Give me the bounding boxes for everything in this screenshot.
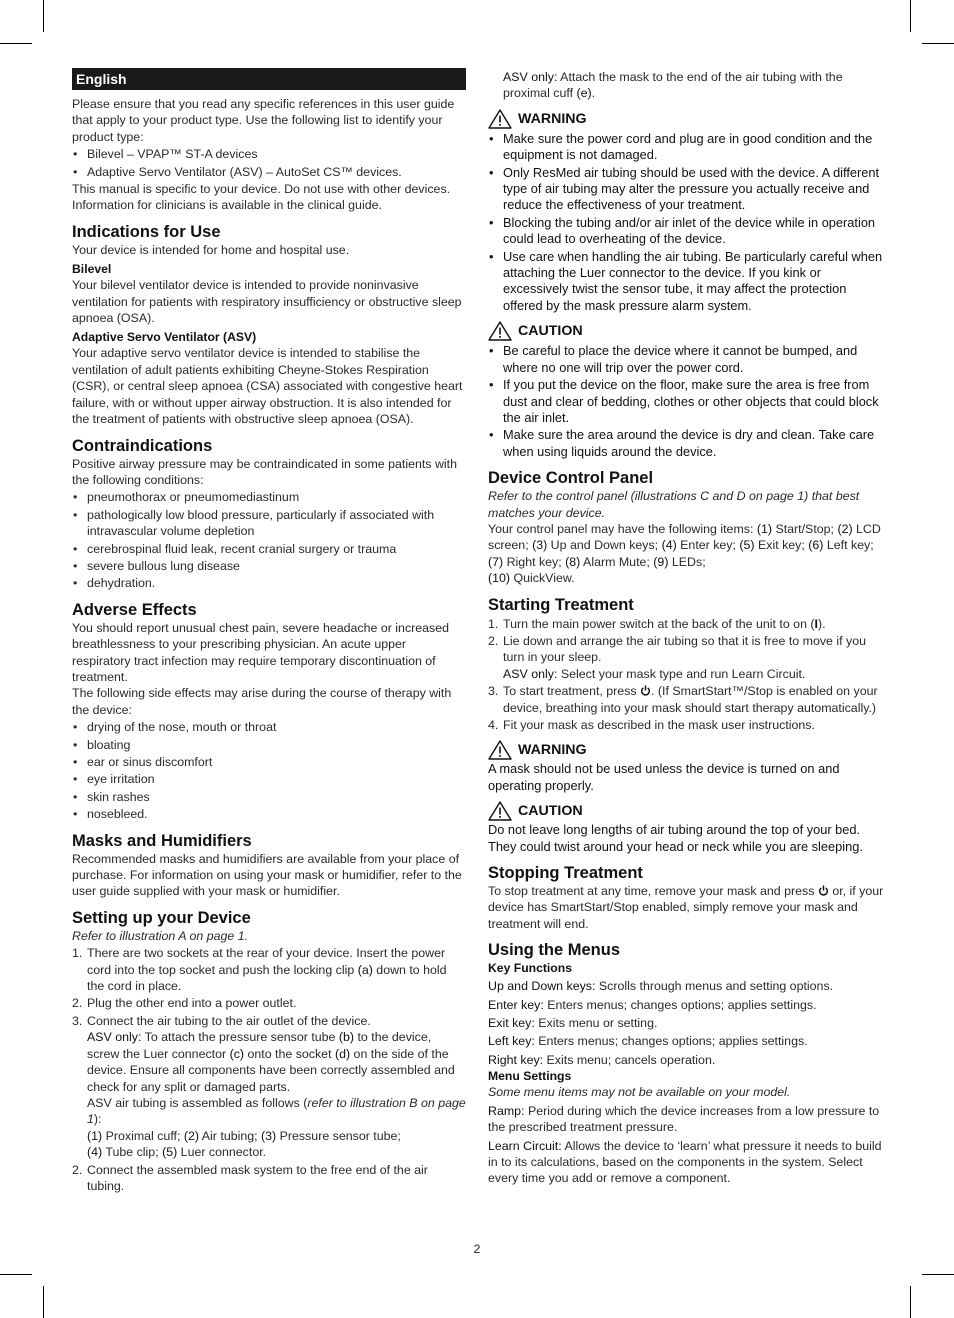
list-item: • nosebleed. [72,806,466,822]
list-item: • Make sure the power cord and plug are in good condition and the equipment is not damaged. [488,131,884,164]
crop-mark-br-v [910,1286,911,1318]
control-panel-items: Your control panel may have the following items: (1) Start/Stop; (2) LCD screen; (3) Up and Down keys; (4) Enter key; (5) Exit key; (6) Left key; (7) Right key; (8) Alarm Mute; (9) LEDs; (10) QuickView. [488,521,881,586]
power-icon [640,685,651,696]
adverse-text-2: The following side effects may arise during the course of therapy with the device: [72,686,452,717]
crop-mark-tl-v [43,0,44,32]
crop-mark-br-h [922,1274,954,1275]
crop-mark-bl-v [43,1286,44,1318]
warning-title: WARNING [518,110,587,127]
key-right: Right key: Exits menu; cancels operation. [488,1052,716,1067]
learn-circuit-setting: Learn Circuit: Allows the device to ‘learn’ what pressure it needs to build in to its calculations, based on the components in the system. Select every time you add or remove a component. [488,1138,882,1186]
section-heading-menus: Using the Menus [488,941,621,960]
side-effects-list [72,719,466,822]
language-header: English [72,68,466,90]
warning-triangle-icon [488,740,512,760]
setup-step-4: 2. Connect the assembled mask system to the free end of the air tubing. [72,1162,428,1193]
list-item: • Be careful to place the device where it cannot be bumped, and where no one will trip over the power cord. [488,343,884,376]
caution2-title: CAUTION [518,803,583,820]
key-exit: Exit key: Exits menu or setting. [488,1016,658,1031]
key-left: Left key: Enters menus; changes options; applies settings. [488,1034,808,1049]
start-step-3: 3. To start treatment, press . (If SmartStart™/Stop is enabled on your device, breathing into your mask should start therapy automatically.) [488,684,878,715]
list-item: • cerebrospinal fluid leak, recent cranial surgery or trauma [72,541,466,557]
setup-reference: Refer to illustration A on page 1. [72,928,249,943]
asv-mask-note: ASV only: Attach the mask to the end of the air tubing with the proximal cuff (e). [503,70,843,101]
list-item: • drying of the nose, mouth or throat [72,719,466,735]
list-item: • severe bullous lung disease [72,558,466,574]
setup-step-3: 3. Connect the air tubing to the air outlet of the device. ASV only: To attach the pressure sensor tube (b) to the device, screw the Luer connector (c) onto the socket (d) on the side of the device. Ensure all components have been correctly assembled and check for any split or damaged parts. ASV air tubing is assembled as follows (refer to illustration B on page 1): (1) Proximal cuff; (2) Air tubing; (3) Pressure sensor tube; (4) Tube clip; (5) Luer connector. [72,1013,466,1160]
section-heading-indications: Indications for Use [72,222,221,241]
indications-text: Your device is intended for home and hospital use. [72,242,350,257]
list-item: • Blocking the tubing and/or air inlet of the device while in operation could lead to overheating of the device. [488,215,884,248]
section-heading-starting: Starting Treatment [488,595,634,614]
intro-note: This manual is specific to your device. Do not use with other devices. Information for clinicians is available in the clinical guide. [72,182,451,213]
caution2-header [488,800,884,822]
subheading-asv: Adaptive Servo Ventilator (ASV) [72,330,257,345]
list-item: • Adaptive Servo Ventilator (ASV) – AutoSet CS™ devices. [72,164,466,180]
list-item: • If you put the device on the floor, make sure the area is free from dust and clear of bedding, clothes or other objects that could block the air inlet. [488,377,884,426]
asv-text: Your adaptive servo ventilator device is intended to stabilise the ventilation of adult patients exhibiting Cheyne-Stokes Respiration (CSR), or central sleep apnoea (CSA) associated with congestive heart failure, with or without upper airway obstruction. It is also intended for the treatment of patients with obstructive sleep apnoea (OSA). [72,346,463,427]
list-item: • bloating [72,737,466,753]
crop-mark-tl-h [0,43,32,44]
control-panel-reference: Refer to the control panel (illustrations C and D on page 1) that best matches your device. [488,489,860,520]
start-step-1: 1. Turn the main power switch at the back of the unit to on (I). [488,616,826,631]
list-item: • pathologically low blood pressure, particularly if associated with intravascular volume depletion [72,507,466,540]
caution-list [488,343,884,460]
warning2-header [488,739,884,761]
setup-step-1: 1. There are two sockets at the rear of your device. Insert the power cord into the top socket and push the locking clip (a) down to hold the cord in place. [72,946,447,994]
intro-text: Please ensure that you read any specific references in this user guide that apply to your product type. Use the following list to identify your product type: [72,97,455,144]
list-item: • pneumothorax or pneumomediastinum [72,489,466,505]
list-item: • ear or sinus discomfort [72,754,466,770]
subheading-key-functions: Key Functions [488,961,572,976]
caution-header [488,320,884,342]
list-item: • eye irritation [72,771,466,787]
left-column [72,68,466,1195]
caution-triangle-icon [488,321,512,341]
right-column [488,69,884,1187]
subheading-bilevel: Bilevel [72,262,112,277]
page-number: 2 [473,1242,481,1256]
warning2-title: WARNING [518,742,587,759]
caution-triangle-icon [488,801,512,821]
caution2-text: Do not leave long lengths of air tubing around the top of your bed. They could twist around your head or neck while you are sleeping. [488,822,863,854]
list-item: • Only ResMed air tubing should be used with the device. A different type of air tubing may alter the pressure you actually receive and reduce the effectiveness of your treatment. [488,165,884,214]
warning-header [488,108,884,130]
stopping-text: To stop treatment at any time, remove your mask and press or, if your device has SmartStart/Stop enabled, simply remove your mask and treatment will end. [488,884,884,931]
caution-title: CAUTION [518,323,583,340]
list-item: • Bilevel – VPAP™ ST-A devices [72,146,466,162]
menu-settings-note: Some menu items may not be available on your model. [488,1085,791,1100]
section-heading-control-panel: Device Control Panel [488,469,654,488]
subheading-menu-settings: Menu Settings [488,1069,572,1084]
crop-mark-tr-h [922,43,954,44]
contraindications-text: Positive airway pressure may be contraindicated in some patients with the following conditions: [72,456,457,487]
warning2-text: A mask should not be used unless the device is turned on and operating properly. [488,761,840,793]
ramp-setting: Ramp: Period during which the device increases from a low pressure to the prescribed treatment pressure. [488,1103,880,1135]
key-enter: Enter key: Enters menus; changes options; applies settings. [488,997,817,1012]
start-step-4: 4. Fit your mask as described in the mask user instructions. [488,718,815,732]
warning-list [488,131,884,314]
list-item: • Use care when handling the air tubing. Be particularly careful when attaching the Luer connector to the device. If you kink or excessively twist the sensor tube, it may affect the protection offered by the mask pressure alarm system. [488,249,884,315]
key-up-down: Up and Down keys: Scrolls through menus and setting options. [488,979,834,994]
section-heading-stopping: Stopping Treatment [488,864,643,883]
setup-step-2: 2. Plug the other end into a power outlet. [72,996,297,1011]
crop-mark-bl-h [0,1274,32,1275]
crop-mark-tr-v [910,0,911,32]
contraindications-list [72,489,466,591]
bilevel-text: Your bilevel ventilator device is intended to provide noninvasive ventilation for patients with respiratory insufficiency or obstructive sleep apnoea (OSA). [72,278,462,326]
adverse-text-1: You should report unusual chest pain, severe headache or increased breathlessness to your prescribing physician. An acute upper respiratory tract infection may require temporary discontinuation of treatment. [72,620,450,684]
section-heading-setup: Setting up your Device [72,908,251,927]
product-type-list [72,146,466,180]
list-item: • skin rashes [72,789,466,805]
section-heading-contraindications: Contraindications [72,436,213,455]
warning-triangle-icon [488,109,512,129]
list-item: • dehydration. [72,575,466,591]
list-item: • Make sure the area around the device is dry and clean. Take care when using liquids around the device. [488,427,884,460]
starting-steps [488,616,884,734]
setup-steps [72,945,466,1194]
power-icon [818,885,829,896]
section-heading-adverse-effects: Adverse Effects [72,600,197,619]
start-step-2: 2. Lie down and arrange the air tubing so that it is free to move if you turn in your sleep. ASV only: Select your mask type and run Learn Circuit. [488,633,866,681]
section-heading-masks: Masks and Humidifiers [72,831,252,850]
masks-text: Recommended masks and humidifiers are available from your place of purchase. For information on using your mask or humidifier, refer to the user guide supplied with your mask or humidifier. [72,851,462,899]
